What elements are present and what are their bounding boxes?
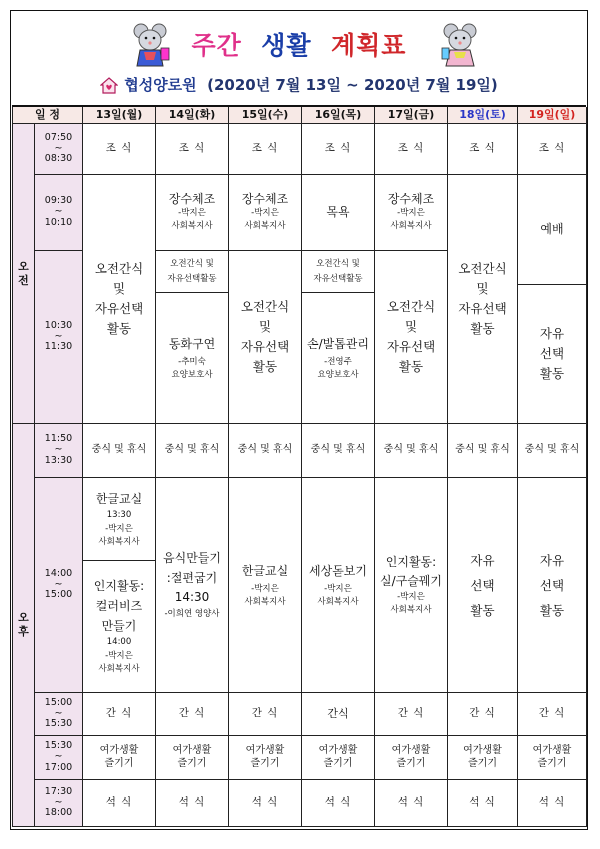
header-day-wed: 15일(수): [229, 107, 302, 124]
leisure-mon: 여가생활 즐기기: [83, 736, 156, 780]
subtitle: [12, 74, 586, 95]
snack-sun: 간 식: [518, 693, 587, 736]
afternoon-mon-beads: [83, 561, 156, 693]
header-day-sun: 19일(일): [518, 107, 587, 124]
morning-tue-exercise-note: -박지은 사회복지사: [171, 207, 213, 231]
afternoon-thu-world: [302, 478, 375, 693]
lunch-wed: 중식 및 휴식: [229, 424, 302, 478]
schedule-table: [12, 107, 587, 827]
leisure-thu: 여가생활 즐기기: [302, 736, 375, 780]
afternoon-wed-korean-title: 한글교실: [241, 564, 289, 579]
afternoon-thu-world-title: 세상돋보기: [309, 564, 367, 579]
afternoon-mon-beads-title: 인지활동: 컬러비즈 만들기: [93, 579, 145, 633]
header-day-thu: 16일(목): [302, 107, 375, 124]
breakfast-sat: 조 식: [448, 124, 518, 175]
afternoon-mon-korean-note: 13:30 -박지은 사회복지사: [98, 510, 140, 547]
morning-thu-nailcare: [302, 293, 375, 424]
lunch-fri: 중식 및 휴식: [375, 424, 448, 478]
afternoon-tue-cooking-note: -이희연 영양사: [164, 609, 220, 620]
morning-fri-exercise-title: 장수체조: [387, 191, 435, 206]
afternoon-wed-korean: [229, 478, 302, 693]
snack-sat: 간 식: [448, 693, 518, 736]
morning-tue-storytelling-title: 동화구연: [168, 337, 216, 352]
leisure-fri: 여가생활 즐기기: [375, 736, 448, 780]
morning-fri-exercise-note: -박지은 사회복지사: [390, 207, 432, 231]
afternoon-fri-threading-note: -박지은 사회복지사: [390, 592, 432, 616]
morning-fri-exercise: [375, 175, 448, 251]
header: [12, 12, 586, 102]
session-am: 오 전: [13, 124, 35, 424]
time-1030: 10:30 ~ 11:30: [35, 251, 83, 424]
breakfast-fri: 조 식: [375, 124, 448, 175]
title-part-1: 주간: [191, 31, 242, 60]
morning-wed-exercise: [229, 175, 302, 251]
lunch-sat: 중식 및 휴식: [448, 424, 518, 478]
snack-wed: 간 식: [229, 693, 302, 736]
breakfast-sun: 조 식: [518, 124, 587, 175]
dinner-tue: 석 식: [156, 780, 229, 827]
morning-thu-nailcare-note: -전영주 요양보호사: [317, 357, 359, 381]
time-1150: 11:50 ~ 13:30: [35, 424, 83, 478]
morning-wed-free: 오전간식 및 자유선택 활동: [229, 251, 302, 424]
dinner-wed: 석 식: [229, 780, 302, 827]
time-0930: 09:30 ~ 10:10: [35, 175, 83, 251]
morning-tue-exercise-title: 장수체조: [168, 191, 216, 206]
afternoon-tue-cooking-title: 음식만들기 :절편굽기 14:30: [163, 550, 221, 605]
afternoon-tue-cooking: [156, 478, 229, 693]
morning-tue-snack: 오전간식 및 자유선택활동: [156, 251, 229, 293]
breakfast-mon: 조 식: [83, 124, 156, 175]
afternoon-fri-threading: [375, 478, 448, 693]
morning-thu-nailcare-title: 손/발톱관리: [306, 337, 369, 352]
afternoon-mon-korean-title: 한글교실: [95, 492, 143, 507]
morning-thu-snack: 오전간식 및 자유선택활동: [302, 251, 375, 293]
morning-thu-bath: 목욕: [302, 175, 375, 251]
breakfast-wed: 조 식: [229, 124, 302, 175]
header-day-fri: 17일(금): [375, 107, 448, 124]
header-schedule: 일 정: [13, 107, 83, 124]
page-title: [12, 26, 586, 62]
breakfast-thu: 조 식: [302, 124, 375, 175]
time-1400: 14:00 ~ 15:00: [35, 478, 83, 693]
lunch-thu: 중식 및 휴식: [302, 424, 375, 478]
morning-tue-storytelling-note: -추미숙 요양보호사: [171, 357, 213, 381]
morning-sun-worship: 예배: [518, 175, 587, 285]
time-0750: 07:50 ~ 08:30: [35, 124, 83, 175]
snack-thu: 간식: [302, 693, 375, 736]
snack-mon: 간 식: [83, 693, 156, 736]
time-1730: 17:30 ~ 18:00: [35, 780, 83, 827]
morning-tue-exercise: [156, 175, 229, 251]
dinner-sat: 석 식: [448, 780, 518, 827]
title-part-3: 계획표: [331, 31, 407, 60]
home-heart-icon: [100, 77, 118, 94]
afternoon-sun-free: 자유 선택 활동: [518, 478, 587, 693]
dinner-mon: 석 식: [83, 780, 156, 827]
time-1500: 15:00 ~ 15:30: [35, 693, 83, 736]
leisure-tue: 여가생활 즐기기: [156, 736, 229, 780]
morning-wed-exercise-title: 장수체조: [241, 191, 289, 206]
header-day-sat: 18일(토): [448, 107, 518, 124]
leisure-sat: 여가생활 즐기기: [448, 736, 518, 780]
lunch-mon: 중식 및 휴식: [83, 424, 156, 478]
leisure-wed: 여가생활 즐기기: [229, 736, 302, 780]
afternoon-sat-free: 자유 선택 활동: [448, 478, 518, 693]
lunch-tue: 중식 및 휴식: [156, 424, 229, 478]
snack-fri: 간 식: [375, 693, 448, 736]
facility-name: 협성양로원: [124, 76, 197, 94]
afternoon-thu-world-note: -박지은 사회복지사: [317, 583, 359, 607]
morning-tue-storytelling: [156, 293, 229, 424]
title-part-2: 생활: [261, 31, 312, 60]
morning-wed-exercise-note: -박지은 사회복지사: [244, 207, 286, 231]
morning-sun-free: 자유 선택 활동: [518, 285, 587, 424]
afternoon-wed-korean-note: -박지은 사회복지사: [244, 583, 286, 607]
header-day-tue: 14일(화): [156, 107, 229, 124]
afternoon-mon-beads-note: 14:00 -박지은 사회복지사: [98, 637, 140, 674]
dinner-thu: 석 식: [302, 780, 375, 827]
time-1530: 15:30 ~ 17:00: [35, 736, 83, 780]
morning-fri-free: 오전간식 및 자유선택 활동: [375, 251, 448, 424]
afternoon-fri-threading-title: 인지활동: 실/구슬꿰기: [379, 554, 442, 588]
header-day-mon: 13일(월): [83, 107, 156, 124]
afternoon-mon-korean: [83, 478, 156, 561]
lunch-sun: 중식 및 휴식: [518, 424, 587, 478]
snack-tue: 간 식: [156, 693, 229, 736]
session-pm: 오 후: [13, 424, 35, 827]
leisure-sun: 여가생활 즐기기: [518, 736, 587, 780]
period-text: (2020년 7월 13일 ~ 2020년 7월 19일): [207, 76, 498, 94]
dinner-fri: 석 식: [375, 780, 448, 827]
dinner-sun: 석 식: [518, 780, 587, 827]
morning-mon: 오전간식 및 자유선택 활동: [83, 175, 156, 424]
morning-sat: 오전간식 및 자유선택 활동: [448, 175, 518, 424]
breakfast-tue: 조 식: [156, 124, 229, 175]
